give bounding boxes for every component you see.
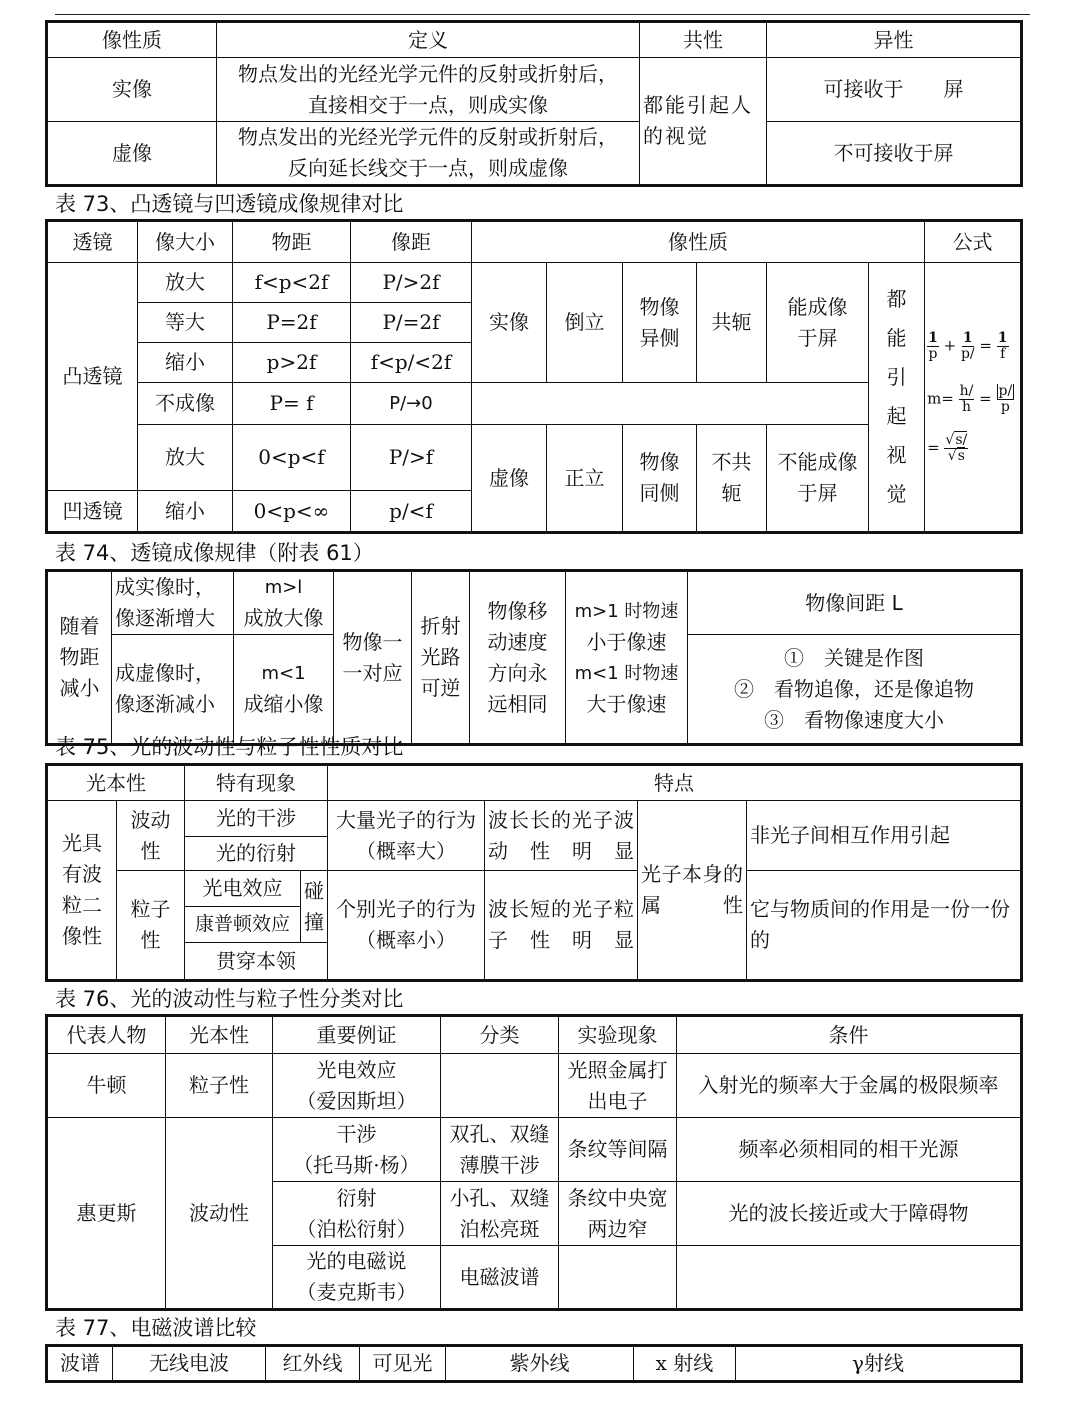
screen-no: 不能成像于屏 (767, 425, 869, 533)
col-header: 像距 (351, 221, 472, 263)
virtual-image-rule: 成虚像时，像逐渐减小 (112, 635, 234, 745)
col-header: 特点 (328, 765, 1022, 801)
classification (441, 1054, 559, 1118)
phenomenon (559, 1246, 677, 1310)
caption-table-76: 表 76、光的波动性与粒子性分类对比 (55, 987, 404, 1011)
caption-table-75: 表 75、光的波动性与粒子性性质对比 (55, 735, 404, 759)
image-nature-table (45, 20, 1023, 187)
lens-concave: 凹透镜 (47, 491, 138, 533)
image-distance: f<p/<2f (351, 343, 472, 383)
image-size: 缩小 (138, 343, 233, 383)
image-size: 缩小 (138, 491, 233, 533)
compton: 康普顿效应 (185, 907, 301, 943)
condition: 入射光的频率大于金属的极限频率 (677, 1054, 1022, 1118)
col-header: 像大小 (138, 221, 233, 263)
wave-particle-duality: 光具有波粒二像性 (47, 801, 117, 981)
col-header: 条件 (677, 1016, 1022, 1054)
diffraction: 光的衍射 (185, 837, 328, 871)
col-header: 特有现象 (185, 765, 328, 801)
image-distance: p/<f (351, 491, 472, 533)
classification: 电磁波谱 (441, 1246, 559, 1310)
wave-particle-classification-table (45, 1014, 1023, 1311)
opposite-side: 物像异侧 (623, 263, 697, 383)
object-distance: 0<p<∞ (233, 491, 351, 533)
long-wavelength: 波长长的光子波动性明显 (485, 801, 638, 871)
classification: 小孔、双缝泊松亮斑 (441, 1182, 559, 1246)
image-distance: P/→0 (351, 383, 472, 425)
col-header: 重要例证 (273, 1016, 441, 1054)
magnification-rule: m<1 成缩小像 (234, 635, 334, 745)
phenomenon: 光照金属打出电子 (559, 1054, 677, 1118)
photon-nature: 光子本身的属性 (638, 801, 747, 981)
col-header: 透镜 (47, 221, 138, 263)
col-header: 光本性 (47, 765, 185, 801)
image-size: 放大 (138, 425, 233, 491)
col-header: 物距 (233, 221, 351, 263)
condition: 光的波长接近或大于障碍物 (677, 1182, 1022, 1246)
radio-waves: 无线电波 (113, 1346, 266, 1382)
nature-particle: 粒子性 (166, 1054, 273, 1118)
phenomenon: 条纹中央宽两边窄 (559, 1182, 677, 1246)
evidence: 衍射 （泊松衍射） (273, 1182, 441, 1246)
ultraviolet: 紫外线 (446, 1346, 634, 1382)
definition-cell: 物点发出的光经光学元件的反射或折射后， 反向延长线交于一点，则成虚像 (217, 122, 640, 186)
visible-light: 可见光 (360, 1346, 446, 1382)
row-label: 实像 (47, 58, 217, 122)
definition-cell: 物点发出的光经光学元件的反射或折射后， 直接相交于一点，则成实像 (217, 58, 640, 122)
caption-table-73: 表 73、凸透镜与凹透镜成像规律对比 (55, 192, 404, 216)
image-distance: P/>2f (351, 263, 472, 303)
upright: 正立 (547, 425, 623, 533)
infrared: 红外线 (266, 1346, 360, 1382)
collision: 碰撞 (301, 871, 328, 943)
many-photons: 大量光子的行为（概率大） (328, 801, 485, 871)
wave-note: 非光子间相互作用引起 (747, 801, 1022, 871)
col-header: 共性 (640, 22, 767, 58)
gamma-ray: γ射线 (736, 1346, 1022, 1382)
col-header: 代表人物 (47, 1016, 166, 1054)
magnification-formula: m= $\frac{h/}{h}$ = $\frac{p/}{p}$ (927, 382, 1013, 415)
col-header: 像性质 (47, 22, 217, 58)
object-distance: P= f (233, 383, 351, 425)
condition (677, 1246, 1022, 1310)
condition: 频率必须相同的相干光源 (677, 1118, 1022, 1182)
col-header: 光本性 (166, 1016, 273, 1054)
particle-nature: 粒子性 (117, 871, 185, 981)
conjugate: 共轭 (697, 263, 767, 383)
evidence: 干涉 （托马斯·杨） (273, 1118, 441, 1182)
wave-nature: 波动性 (117, 801, 185, 871)
interference: 光的干涉 (185, 801, 328, 837)
penetration: 贯穿本领 (185, 943, 328, 981)
difference-cell: 可接收于 屏 (767, 58, 1022, 122)
difference-cell: 不可接收于屏 (767, 122, 1022, 186)
one-to-one: 物像一一对应 (334, 571, 412, 745)
top-rule (55, 14, 1030, 15)
person-huygens: 惠更斯 (47, 1118, 166, 1310)
person-newton: 牛顿 (47, 1054, 166, 1118)
same-direction: 物像移动速度方向永远相同 (470, 571, 566, 745)
magnification-rule: m>l 成放大像 (234, 571, 334, 635)
lens-formula: $\frac{1}{p}$ + $\frac{1}{p/}$ = $\frac{1}{f}$ (928, 329, 1008, 362)
evidence: 光电效应 （爱因斯坦） (273, 1054, 441, 1118)
image-size: 不成像 (138, 383, 233, 425)
wave-particle-properties-table (45, 763, 1023, 982)
col-header: 实验现象 (559, 1016, 677, 1054)
row-label: 虚像 (47, 122, 217, 186)
all-visible: 都能引起视觉 (869, 263, 925, 533)
image-distance: P/=2f (351, 303, 472, 343)
object-distance: f<p<2f (233, 263, 351, 303)
col-header: 分类 (441, 1016, 559, 1054)
few-photons: 个别光子的行为（概率小） (328, 871, 485, 981)
caption-table-77: 表 77、电磁波谱比较 (55, 1316, 257, 1340)
image-size: 放大 (138, 263, 233, 303)
spectrum-label: 波谱 (47, 1346, 113, 1382)
col-header: 异性 (767, 22, 1022, 58)
short-wavelength: 波长短的光子粒子性明显 (485, 871, 638, 981)
distance-title: 物像间距 L (688, 571, 1022, 635)
lens-rules-table (45, 569, 1023, 746)
object-distance: 0<p<f (233, 425, 351, 491)
area-formula: = $\frac{√s/}{√s}$ (927, 431, 968, 464)
col-header: 像性质 (472, 221, 925, 263)
virtual-image: 虚像 (472, 425, 547, 533)
x-ray: x 射线 (634, 1346, 736, 1382)
inverted: 倒立 (547, 263, 623, 383)
photoelectric: 光电效应 (185, 871, 301, 907)
real-image-rule: 成实像时，像逐渐增大 (112, 571, 234, 635)
evidence: 光的电磁说 （麦克斯韦） (273, 1246, 441, 1310)
image-size: 等大 (138, 303, 233, 343)
common-cell: 都能引起人的视觉 (640, 58, 767, 186)
same-side: 物像同侧 (623, 425, 697, 533)
object-distance: P=2f (233, 303, 351, 343)
phenomenon: 条纹等间隔 (559, 1118, 677, 1182)
distance-items: ① 关键是作图 ② 看物追像，还是像追物 ③ 看物像速度大小 (688, 635, 1022, 745)
decreasing-distance: 随着物距减小 (47, 571, 112, 745)
classification: 双孔、双缝薄膜干涉 (441, 1118, 559, 1182)
caption-table-74: 表 74、透镜成像规律（附表 61） (55, 541, 374, 565)
em-spectrum-table (45, 1344, 1023, 1383)
speed-rule: m>1 时物速 小于像速 m<1 时物速 大于像速 (566, 571, 688, 745)
col-header: 公式 (925, 221, 1022, 263)
particle-note: 它与物质间的作用是一份一份的 (747, 871, 1022, 981)
formula-cell (925, 263, 1022, 533)
nature-wave: 波动性 (166, 1118, 273, 1310)
image-distance: P/>f (351, 425, 472, 491)
lens-convex: 凸透镜 (47, 263, 138, 491)
screen-yes: 能成像于屏 (767, 263, 869, 383)
real-image: 实像 (472, 263, 547, 383)
reversible: 折射光路可逆 (412, 571, 470, 745)
empty-cell (472, 383, 869, 425)
col-header: 定义 (217, 22, 640, 58)
object-distance: p>2f (233, 343, 351, 383)
lens-comparison-table (45, 219, 1023, 534)
non-conjugate: 不共轭 (697, 425, 767, 533)
